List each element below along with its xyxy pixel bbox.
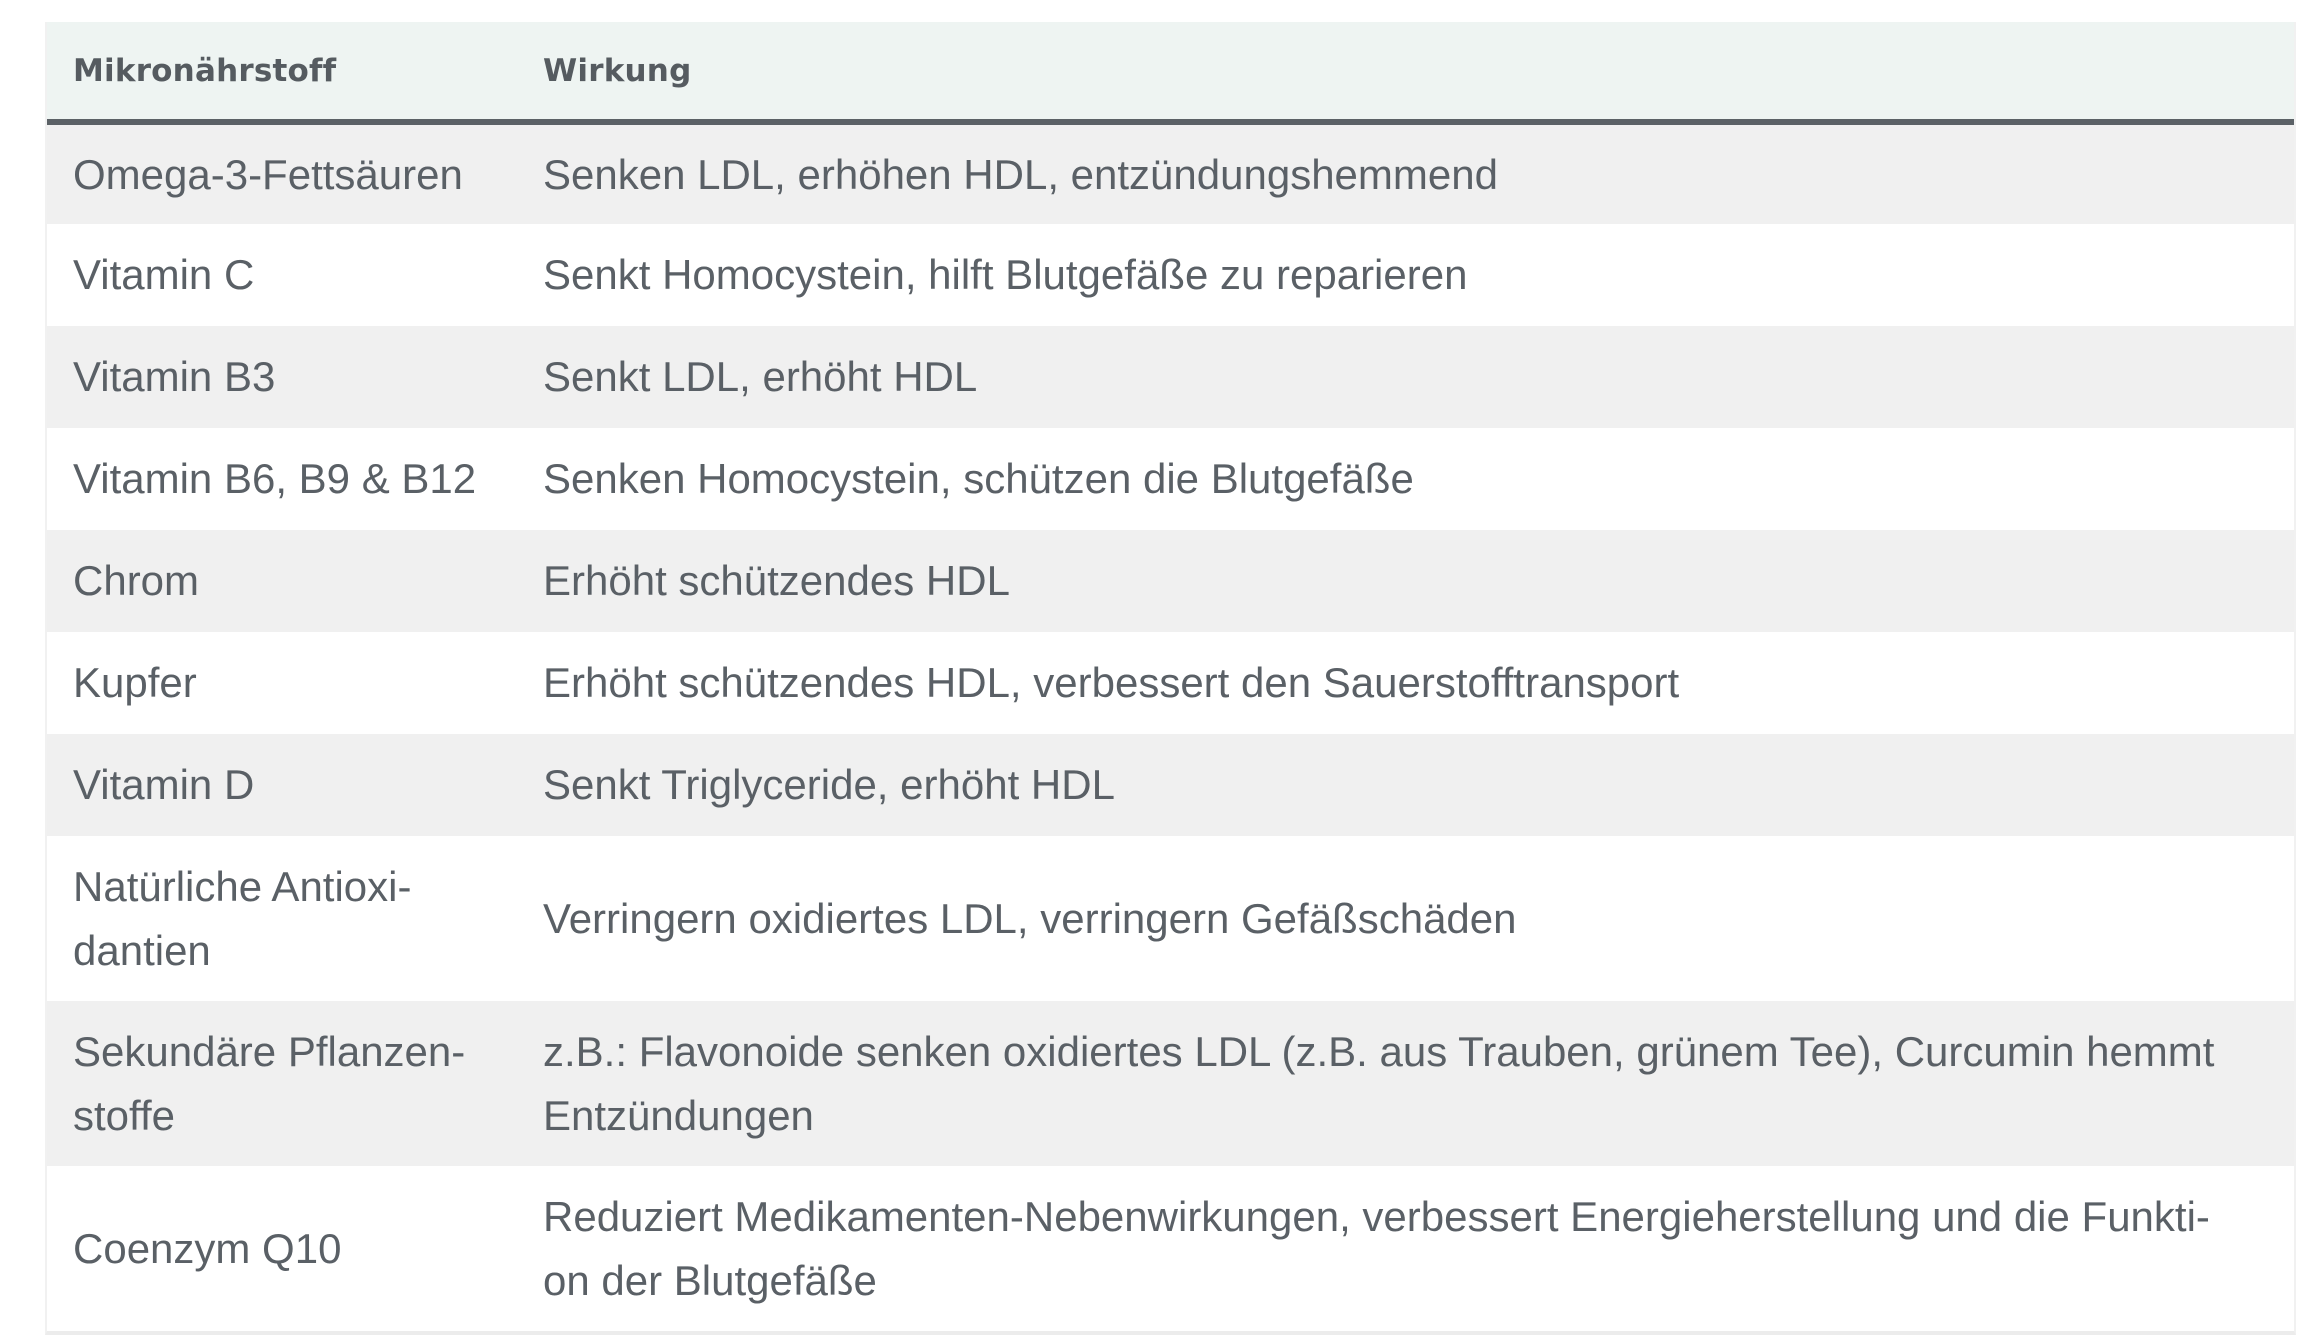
effect-text: Verringern oxidiertes LDL, verringern Gefäßschäden (543, 894, 1517, 942)
effect-cell (517, 1001, 2294, 1166)
table-row (47, 530, 2294, 632)
effect-text: Erhöht schützendes HDL (543, 557, 1010, 604)
table-header (47, 22, 2294, 122)
header-row (47, 22, 2294, 122)
nutrient-name: Kupfer (73, 659, 197, 706)
nutrient-cell (47, 428, 517, 530)
table-row (47, 734, 2294, 836)
nutrient-cell (47, 632, 517, 734)
table-row (47, 1166, 2294, 1331)
effect-text: Senkt Triglyceride, erhöht HDL (543, 761, 1115, 808)
effect-text: Senkt LDL, erhöht HDL (543, 353, 978, 400)
micronutrient-table (47, 22, 2294, 1331)
effect-cell (517, 530, 2294, 632)
nutrient-name: Chrom (73, 557, 200, 604)
effect-text: Senken LDL, erhöhen HDL, entzündungshemmend (543, 150, 1498, 198)
nutrient-cell (47, 734, 517, 836)
effect-cell (517, 326, 2294, 428)
column-header-effect: Wirkung (517, 22, 2294, 122)
table-row (47, 836, 2294, 1001)
column-header-nutrient: Mikronährstoff (47, 22, 517, 122)
nutrient-name: Vitamin C (73, 251, 255, 298)
nutrient-name: Vitamin B3 (73, 353, 276, 400)
effect-cell (517, 632, 2294, 734)
nutrient-name: Natürliche Antioxi- dantien (73, 862, 412, 974)
nutrient-name: Sekundäre Pflanzen- stoffe (73, 1027, 466, 1139)
effect-cell (517, 734, 2294, 836)
nutrient-cell (47, 1166, 517, 1331)
nutrient-name: Coenzym Q10 (73, 1224, 342, 1272)
nutrient-name: Vitamin D (73, 761, 255, 808)
nutrient-cell (47, 122, 517, 224)
nutrient-name: Omega-3-Fettsäuren (73, 150, 463, 198)
nutrient-name: Vitamin B6, B9 & B12 (73, 455, 477, 502)
effect-text: Erhöht schützendes HDL, verbessert den Sauerstofftransport (543, 659, 1680, 706)
micronutrient-table-container (45, 22, 2296, 1335)
table-row (47, 428, 2294, 530)
effect-cell (517, 122, 2294, 224)
nutrient-cell (47, 224, 517, 326)
table-row (47, 122, 2294, 224)
nutrient-cell (47, 836, 517, 1001)
table-row (47, 224, 2294, 326)
effect-cell (517, 224, 2294, 326)
table-row (47, 632, 2294, 734)
nutrient-cell (47, 1001, 517, 1166)
effect-text: z.B.: Flavonoide senken oxidiertes LDL (z.B. aus Trauben, grünem Tee), Curcumin hemmt Entzündungen (543, 1027, 2215, 1139)
table-row (47, 1001, 2294, 1166)
effect-text: Senkt Homocystein, hilft Blutgefäße zu reparieren (543, 251, 1468, 298)
table-body (47, 122, 2294, 1331)
table-row (47, 326, 2294, 428)
effect-text: Reduziert Medikamenten-Nebenwirkungen, verbessert Energieherstellung und die Funkti- on der Blutgefäße (543, 1192, 2210, 1304)
effect-cell (517, 836, 2294, 1001)
effect-cell (517, 428, 2294, 530)
nutrient-cell (47, 326, 517, 428)
effect-text: Senken Homocystein, schützen die Blutgefäße (543, 455, 1414, 502)
effect-cell (517, 1166, 2294, 1331)
nutrient-cell (47, 530, 517, 632)
